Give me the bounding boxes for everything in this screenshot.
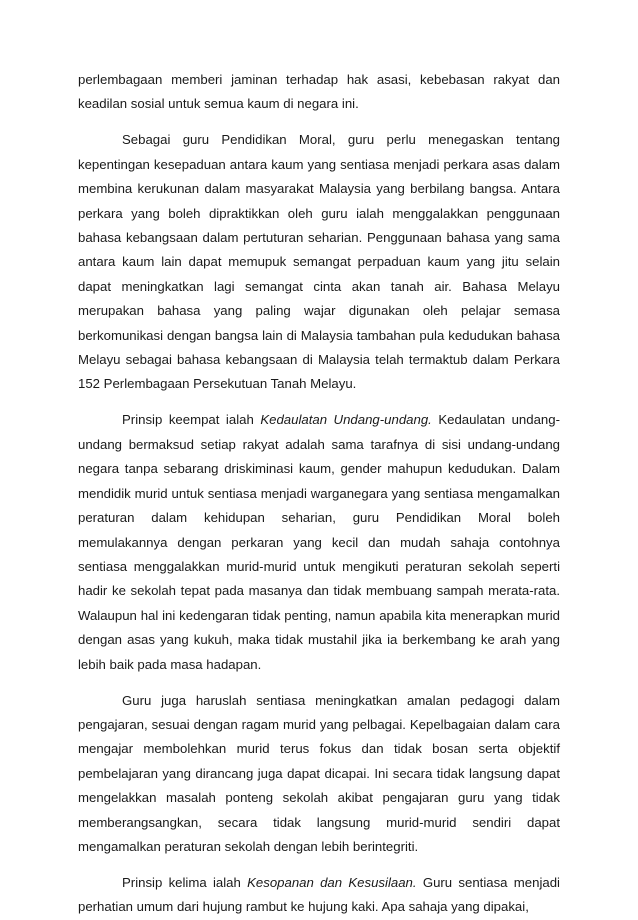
paragraph-4-text: Guru juga haruslah sentiasa meningkatkan amalan pedagogi dalam pengajaran, sesuai dengan ragam murid yang pelbagai. Kepelbagaian dalam cara mengajar membolehkan murid terus fokus dan tidak bosan serta objektif pembelajaran yang dirancang juga dapat dicapai. Ini secara tidak langsung dapat mengelakkan masalah ponteng sekolah akibat pengajaran guru yang tidak memberangsangkan, secara tidak langsung murid-murid sendiri dapat mengamalkan peraturan sekolah dengan lebih berintegriti. <box>78 692 560 854</box>
paragraph-4 <box>78 689 560 860</box>
paragraph-1-text: perlembagaan memberi jaminan terhadap hak asasi, kebebasan rakyat dan keadilan sosial untuk semua kaum di negara ini. <box>78 72 560 112</box>
paragraph-3 <box>78 408 560 676</box>
paragraph-3-emphasis: Kedaulatan Undang-undang. <box>260 412 432 428</box>
paragraph-2-text: Sebagai guru Pendidikan Moral, guru perlu menegaskan tentang kepentingan kesepaduan antara kaum yang sentiasa menjadi perkara asas dalam membina kerukunan dalam masyarakat Malaysia yang berbilang bangsa. Antara perkara yang boleh dipraktikkan oleh guru ialah menggalakkan penggunaan bahasa kebangsaan dalam pertuturan seharian. Penggunaan bahasa yang sama antara kaum lain dapat memupuk semangat perpaduan kaum yang jitu selain dapat meningkatkan lagi semangat cinta akan tanah air. Bahasa Melayu merupakan bahasa yang paling wajar digunakan oleh pelajar semasa berkomunikasi dengan bangsa lain di Malaysia tambahan pula kedudukan bahasa Melayu sebagai bahasa kebangsaan di Malaysia telah termaktub dalam Perkara 152 Perlembagaan Persekutuan Tanah Melayu. <box>78 132 560 392</box>
paragraph-1 <box>78 68 560 117</box>
paragraph-5-emphasis: Kesopanan dan Kesusilaan. <box>247 874 417 890</box>
paragraph-5-text-a: Prinsip kelima ialah <box>122 874 248 890</box>
paragraph-2 <box>78 128 560 396</box>
paragraph-3-text-b: Kedaulatan undang-undang bermaksud setiap rakyat adalah sama tarafnya di sisi undang-undang negara tanpa sebarang driskiminasi kaum, gender mahupun kedudukan. Dalam mendidik murid untuk sentiasa menjadi warganegara yang sentiasa mengamalkan peraturan dalam kehidupan seharian, guru Pendidikan Moral boleh memulakannya dengan perkaran yang kecil dan mudah sahaja contohnya sentiasa menggalakkan murid-murid untuk mengikuti peraturan sekolah seperti hadir ke sekolah tepat pada masanya dan tidak membuang sampah merata-rata. Walaupun hal ini kedengaran tidak penting, namun apabila kita menerapkan murid dengan asas yang kukuh, maka tidak mustahil jika ia berkembang ke arah yang lebih baik pada masa hadapan. <box>78 412 560 672</box>
paragraph-3-text-a: Prinsip keempat ialah <box>122 412 261 428</box>
paragraph-5 <box>78 871 560 920</box>
paragraph-5-text-b: Guru sentiasa menjadi perhatian umum dari hujung rambut ke hujung kaki. Apa sahaja yang dipakai, <box>78 874 560 915</box>
document-body <box>78 68 560 920</box>
